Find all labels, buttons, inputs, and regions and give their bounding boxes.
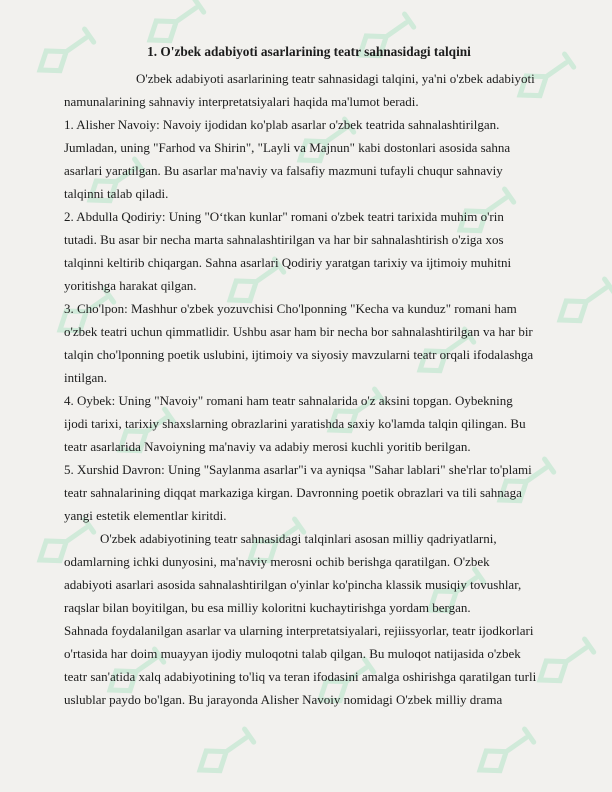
text-line: Sahnada foydalanilgan asarlar va ularning interpretatsiyalari, rejiissyorlar, teatr ijodkorlari xyxy=(64,623,534,638)
text-line: teatr san'atida xalq adabiyotining to'liq va teran ifodasini amalga oshirishga qaratilgan turli xyxy=(64,669,537,684)
text-line: O'zbek adabiyoti asarlarining teatr sahnasidagi talqini, ya'ni o'zbek adabiyoti xyxy=(136,71,535,86)
watermark-mark xyxy=(473,726,536,780)
watermark-mark xyxy=(553,276,612,330)
text-line: talqin cho'lponning poetik uslubini, ijtimoiy va siyosiy mavzularni teatr orqali ifodalashga xyxy=(64,347,534,362)
text-line: intilgan. xyxy=(64,370,107,385)
text-line: o'rtasida har doim muayyan ijodiy muloqotni talab qilgan. Bu muloqot natijasida o'zbek xyxy=(64,646,521,661)
text-line: Jumladan, uning "Farhod va Shirin", "Layli va Majnun" kabi dostonlari asosida sahna xyxy=(64,140,511,155)
text-line: yangi estetik elementlar kiritdi. xyxy=(64,508,227,523)
text-line: asarlari yaratilgan. Bu asarlar ma'naviy va falsafiy mazmuni tufayli chuqur sahnaviy xyxy=(64,163,503,178)
paragraph-lines xyxy=(64,67,554,711)
text-line: teatr asarlarida Navoiyning ma'naviy va adabiy merosi kuchli yoritib berilgan. xyxy=(64,439,471,454)
text-line: o'zbek teatri uchun qimmatlidir. Ushbu asar ham bir necha bor sahnalashtirilgan va har bir xyxy=(64,324,533,339)
text-line: teatr sahnalarining diqqat markaziga kirgan. Davronning poetik obrazlari va tili sahnaga xyxy=(64,485,522,500)
text-line: ijodi tarixi, tarixiy shaxslarning obrazlarini yaratishda saxiy ko'lamda talqin qilingan. Bu xyxy=(64,416,526,431)
text-line: 4. Oybek: Uning "Navoiy" romani ham teatr sahnalarida o'z aksini topgan. Oybekning xyxy=(64,393,513,408)
text-line: tutadi. Bu asar bir necha marta sahnalashtirilgan va har bir sahnalashtirish o'ziga xos xyxy=(64,232,504,247)
text-line: namunalarining sahnaviy interpretatsiyalari haqida ma'lumot beradi. xyxy=(64,94,419,109)
document-title: 1. O'zbek adabiyoti asarlarining teatr sahnasidagi talqini xyxy=(147,44,471,59)
watermark-mark xyxy=(193,726,256,780)
text-line: 3. Cho'lpon: Mashhur o'zbek yozuvchisi Cho'lponning "Kecha va kunduz" romani ham xyxy=(64,301,517,316)
text-line: raqslar bilan boyitilgan, bu esa milliy koloritni kuchaytirishga yordam bergan. xyxy=(64,600,471,615)
text-line: odamlarning ichki dunyosini, ma'naviy merosni ochib berishga qaratilgan. O'zbek xyxy=(64,554,490,569)
text-line: adabiyoti asarlari asosida sahnalashtirilgan o'yinlar ko'pincha klassik musiqiy tovushlar, xyxy=(64,577,522,592)
text-line: talqinni talab qiladi. xyxy=(64,186,169,201)
text-line: 5. Xurshid Davron: Uning "Saylanma asarlar"i va ayniqsa "Sahar lablari" she'rlar to'plami xyxy=(64,462,532,477)
text-line: 2. Abdulla Qodiriy: Uning "O‘tkan kunlar" romani o'zbek teatri tarixida muhim o'rin xyxy=(64,209,504,224)
text-line: O'zbek adabiyotining teatr sahnasidagi talqinlari asosan milliy qadriyatlarni, xyxy=(100,531,497,546)
text-line: uslublar paydo bo'lgan. Bu jarayonda Alisher Navoiy nomidagi O'zbek milliy drama xyxy=(64,692,503,707)
text-line: yoritishga harakat qilgan. xyxy=(64,278,197,293)
document-body xyxy=(64,40,554,711)
text-line: 1. Alisher Navoiy: Navoiy ijodidan ko'plab asarlar o'zbek teatrida sahnalashtirilgan. xyxy=(64,117,500,132)
text-line: talqinni keltirib chiqargan. Sahna asarlari Qodiriy yaratgan tarixiy va ijtimoiy muhitni xyxy=(64,255,512,270)
